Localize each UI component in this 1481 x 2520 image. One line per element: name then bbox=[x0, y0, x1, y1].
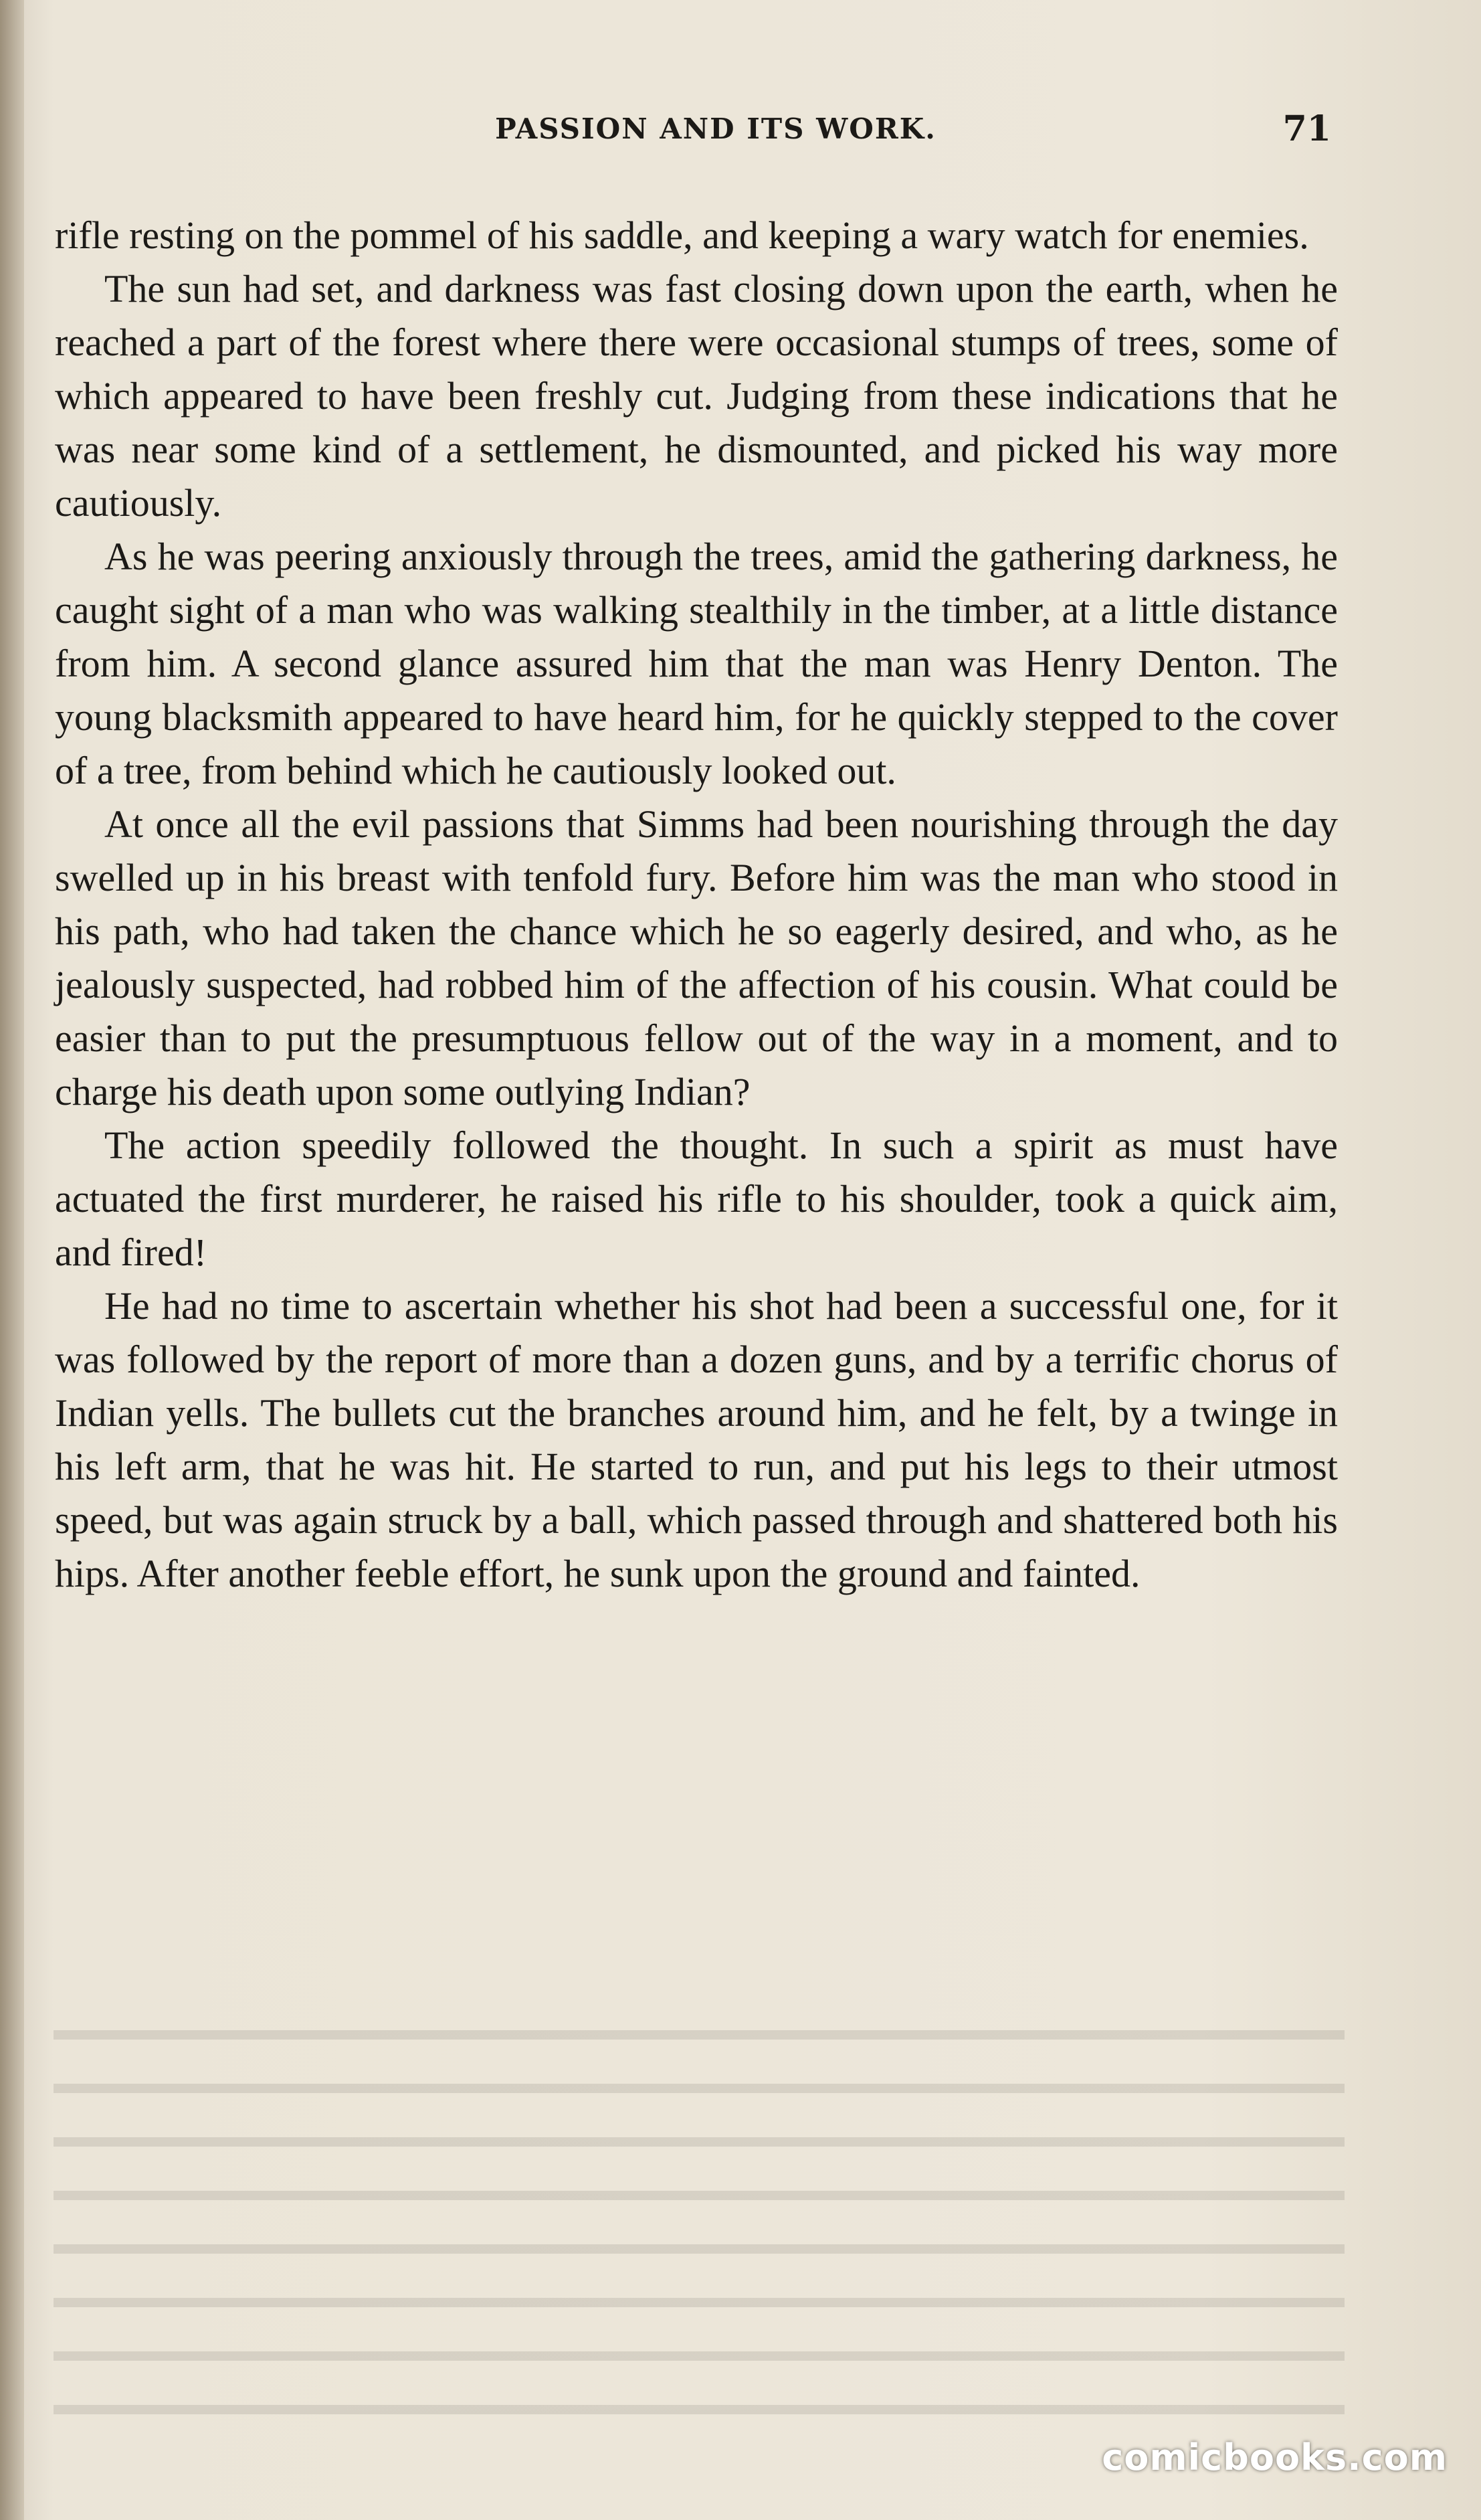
paragraph: At once all the evil passions that Simms had been nourishing through the day swelled up in his breast with tenfold fury. Before him was the man who stood in his path, who had taken the chance which he so eagerly desired, and who, as he jealously suspected, had robbed him of the affection of his cousin. What could be easier than to put the presumptuous fellow out of the way in a moment, and to charge his death upon some outlying Indian? bbox=[55, 802, 1338, 1113]
watermark: comicbooks.com bbox=[1102, 2436, 1448, 2479]
page-binding-edge bbox=[0, 0, 24, 2520]
paragraph: The action speedily followed the thought. In such a spirit as must have actuated the first murderer, he raised his rifle to his shoulder, took a quick aim, and fired! bbox=[55, 1123, 1338, 1274]
running-head: PASSION AND ITS WORK. bbox=[495, 112, 936, 145]
paragraph: rifle resting on the pommel of his saddle, and keeping a wary watch for enemies. bbox=[55, 213, 1309, 257]
page-header bbox=[54, 108, 1351, 166]
body-text bbox=[55, 209, 1338, 1601]
paragraph: As he was peering anxiously through the trees, amid the gathering darkness, he caught sight of a man who was walking stealthily in the timber, at a little distance from him. A second glance assured him that the man was Henry Denton. The young blacksmith appeared to have heard him, for he quickly stepped to the cover of a tree, from behind which he cautiously looked out. bbox=[55, 535, 1338, 792]
page-number: 71 bbox=[1282, 108, 1331, 149]
paragraph: The sun had set, and darkness was fast closing down upon the earth, when he reached a part of the forest where there were occasional stumps of trees, some of which appeared to have been freshly cut. Judging from these indications that he was near some kind of a settlement, he dismounted, and picked his way more cautiously. bbox=[55, 267, 1338, 525]
paragraph: He had no time to ascertain whether his shot had been a successful one, for it was followed by the report of more than a dozen guns, and by a terrific chorus of Indian yells. The bullets cut the branches around him, and he felt, by a twinge in his left arm, that he was hit. He started to run, and put his legs to their utmost speed, but was again struck by a ball, which passed through and shattered both his hips. After another feeble effort, he sunk upon the ground and fainted. bbox=[55, 1284, 1338, 1595]
bleed-through-text bbox=[54, 2001, 1345, 2429]
